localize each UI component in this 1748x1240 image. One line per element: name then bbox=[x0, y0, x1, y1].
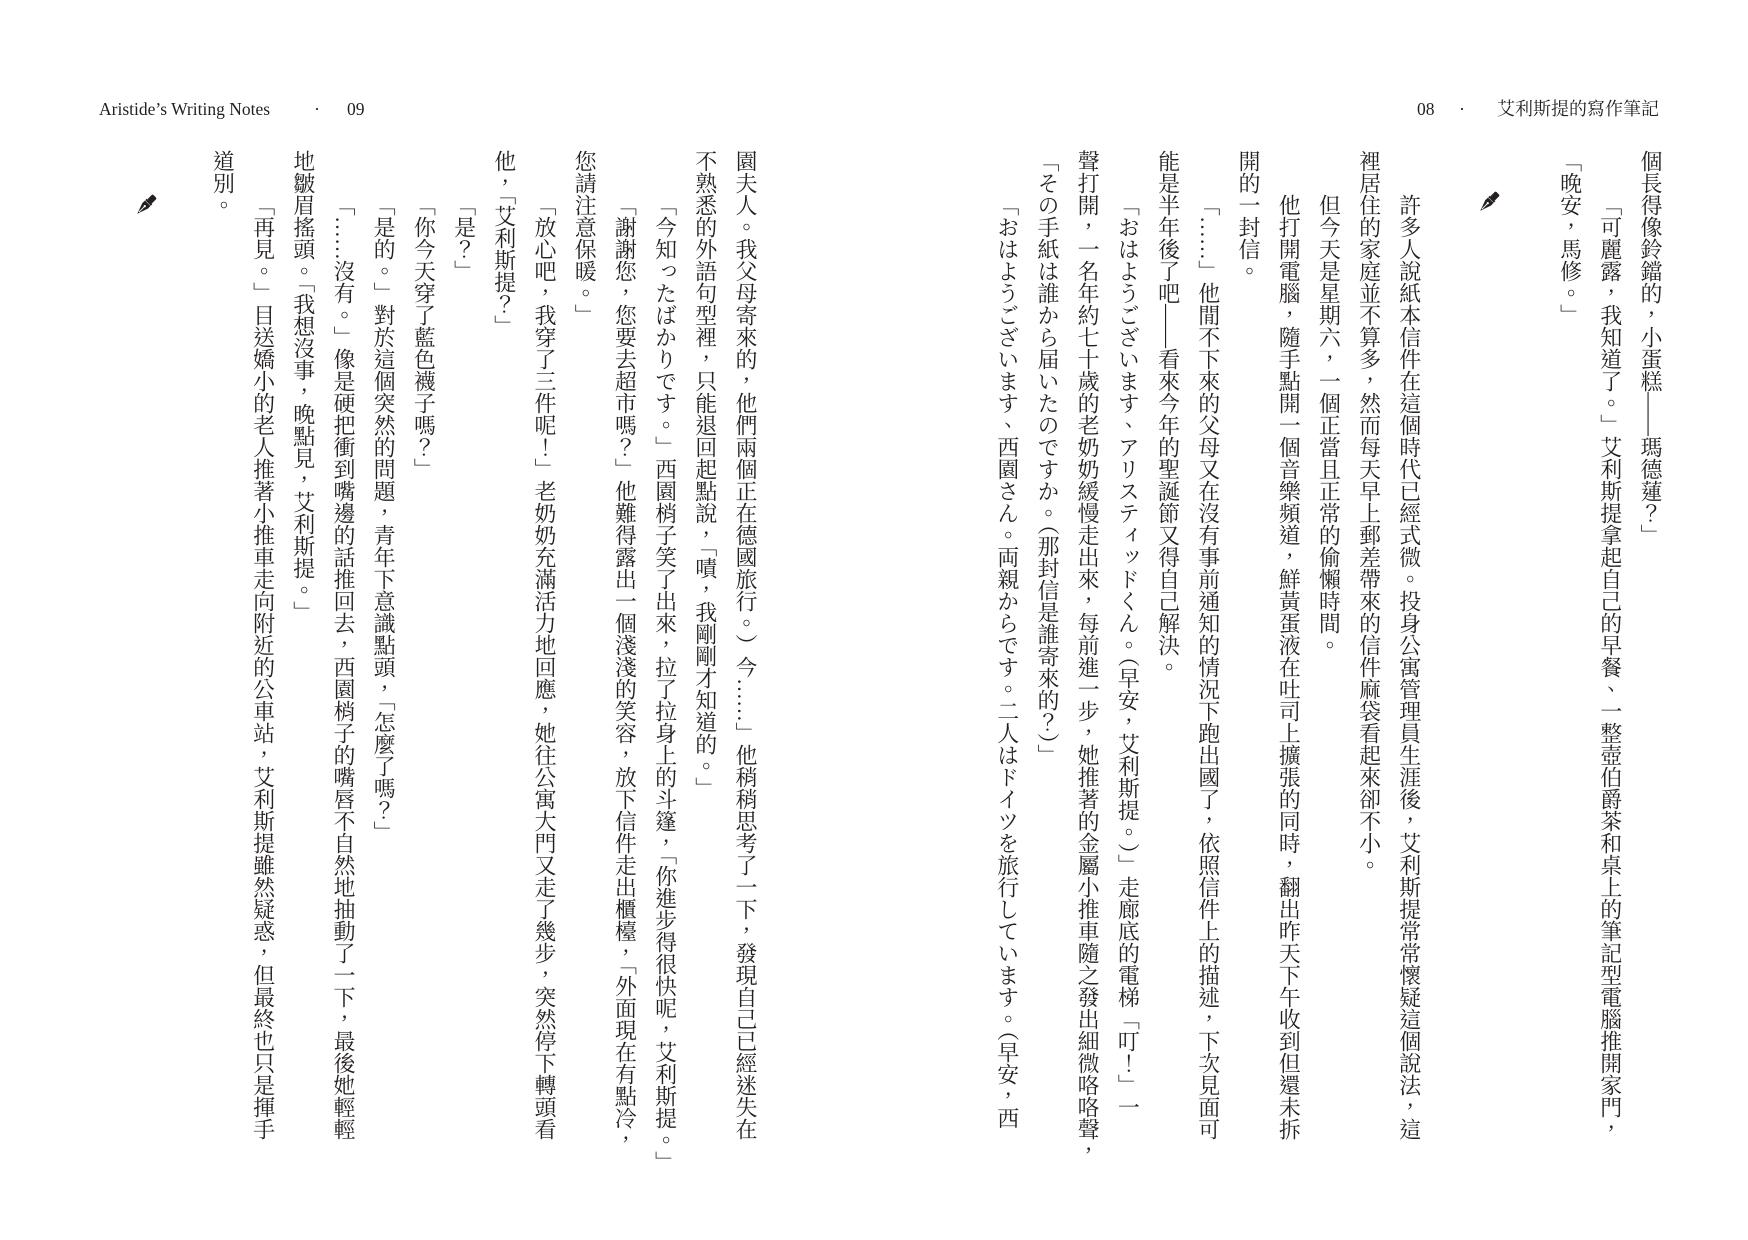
text-line: 開的一封信。 bbox=[1235, 150, 1261, 282]
page-number: 08 bbox=[1417, 99, 1435, 119]
paragraph bbox=[1348, 150, 1428, 1220]
paragraph bbox=[987, 150, 1027, 1220]
text-line: 「再見。」目送嬌小的老人推著小推車走向附近的公車站，艾利斯提雖然疑惑，但最終也只是揮手 bbox=[250, 194, 276, 1140]
text-line: 他打開電腦，隨手點開一個音樂頻道，鮮黃蛋液在吐司上擴張的同時，翻出昨天下午收到但還未拆 bbox=[1276, 194, 1302, 1140]
paragraph bbox=[1228, 150, 1308, 1220]
text-line: 「おはようございます、西園さん。両親からです。二人はドイツを旅行しています。（早安，西 bbox=[994, 194, 1020, 1129]
pen-nib-icon bbox=[133, 192, 159, 218]
section-break bbox=[82, 150, 203, 230]
text-line: 「おはようございます、アリスティッドくん。（早安，艾利斯提。）」走廊底的電梯「叮！」一 bbox=[1115, 194, 1141, 1118]
paragraph bbox=[202, 150, 282, 1220]
text-line: 道別。 bbox=[210, 150, 236, 216]
text-line: 聲打開，一名年約七十歲的老奶奶緩慢走出來，每前進一步，她推著的金屬小推車隨之發出細微咯咯聲， bbox=[1075, 150, 1101, 1162]
text-line: 「是？」 bbox=[451, 194, 477, 282]
right-page-body bbox=[987, 150, 1670, 1220]
text-line: 「その手紙は誰から届いたのですか。（那封信是誰寄來的？）」 bbox=[1034, 150, 1060, 766]
paragraph bbox=[564, 150, 644, 1220]
text-line: 能是半年後了吧——看來今年的聖誕節又得自己解決。 bbox=[1155, 150, 1181, 678]
text-line: 「是的。」對於這個突然的問題，青年下意識點頭，「怎麼了嗎？」 bbox=[371, 194, 397, 843]
paragraph bbox=[283, 150, 363, 1220]
text-line: 許多人說紙本信件在這個時代已經式微。投身公寓管理員生涯後，艾利斯提常常懷疑這個說法，這 bbox=[1396, 194, 1422, 1140]
running-header-title: 艾利斯提的寫作筆記 bbox=[1497, 99, 1659, 119]
running-header-title: Aristide’s Writing Notes bbox=[99, 99, 271, 119]
header-separator: · bbox=[1459, 99, 1465, 119]
left-page-body bbox=[82, 150, 765, 1220]
paragraph bbox=[484, 150, 564, 1220]
text-line: 「晚安，馬修。」 bbox=[1557, 150, 1583, 326]
text-line: 「放心吧，我穿了三件呢！」老奶奶充滿活力地回應，她往公寓大門又走了幾步，突然停下轉頭看 bbox=[531, 194, 557, 1140]
paragraph bbox=[1308, 150, 1348, 1220]
paragraph bbox=[1549, 150, 1629, 1220]
section-break bbox=[1429, 150, 1550, 230]
text-line: 「……」他閒不下來的父母又在沒有事前通知的情況下跑出國了，依照信件上的描述，下次見面可 bbox=[1195, 194, 1221, 1140]
text-line: 「你今天穿了藍色襪子嗎？」 bbox=[411, 194, 437, 480]
paragraph bbox=[644, 150, 684, 1220]
header-separator: · bbox=[314, 99, 320, 119]
page-number: 09 bbox=[347, 99, 365, 119]
text-line: 但今天是星期六，一個正當且正常的偷懶時間。 bbox=[1316, 194, 1342, 656]
text-line: 園夫人。我父母寄來的，他們兩個正在德國旅行。）今……」他稍稍思考了一下，發現自己已經迷失在 bbox=[733, 150, 758, 1140]
text-line: 「謝謝您，您要去超市嗎？」他難得露出一個淺淺的笑容，放下信件走出櫃檯，「外面現在有點冷， bbox=[612, 194, 638, 1151]
text-line: 地皺眉搖頭。「我想沒事，晚點見，艾利斯提。」 bbox=[290, 150, 316, 623]
pen-nib-icon bbox=[1476, 189, 1502, 215]
text-line: 裡居住的家庭並不算多，然而每天早上郵差帶來的信件麻袋看起來卻不小。 bbox=[1356, 150, 1382, 876]
text-line: 他，「艾利斯提？」 bbox=[491, 150, 517, 337]
paragraph bbox=[443, 150, 483, 1220]
right-page bbox=[874, 0, 1748, 1240]
text-line: 「可麗露，我知道了。」艾利斯提拿起自己的早餐、一整壺伯爵茶和桌上的筆記型電腦推開家門， bbox=[1597, 194, 1623, 1140]
paragraph bbox=[1147, 150, 1227, 1220]
paragraph bbox=[363, 150, 403, 1220]
text-line: 您請注意保暖。」 bbox=[572, 150, 598, 326]
paragraph bbox=[403, 150, 443, 1220]
text-line: 「……沒有。」像是硬把衝到嘴邊的話推回去，西園梢子的嘴唇不自然地抽動了一下，最後她輕輕 bbox=[330, 194, 356, 1140]
paragraph bbox=[685, 150, 765, 1220]
paragraph bbox=[1027, 150, 1148, 1220]
text-line: 「今知ったばかりです。」西園梢子笑了出來，拉了拉身上的斗篷，「你進步得很快呢，艾利斯提。」 bbox=[652, 194, 678, 1173]
paragraph bbox=[1630, 150, 1670, 1220]
text-line: 個長得像鈴鐺的，小蛋糕——瑪德蓮？」 bbox=[1638, 150, 1663, 546]
text-line: 不熟悉的外語句型裡，只能退回起點說，「嘖，我剛剛才知道的。」 bbox=[692, 150, 718, 799]
